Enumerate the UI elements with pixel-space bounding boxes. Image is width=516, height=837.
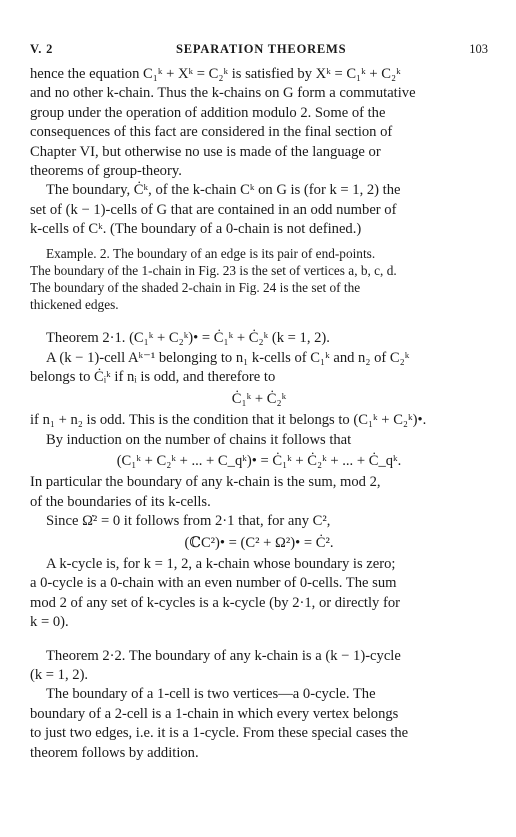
text-line: consequences of this fact are considered in the final section of [30, 124, 393, 141]
text-line: By induction on the number of chains it follows that [46, 431, 352, 448]
running-header [30, 42, 488, 57]
text-line: (k = 1, 2). [30, 666, 89, 683]
text-line: k = 0). [30, 614, 69, 631]
text-line: to just two edges, i.e. it is a 1-cycle. From these special cases the [30, 725, 409, 742]
text-line: a 0-cycle is a 0-chain with an even number of 0-cells. The sum [30, 575, 397, 592]
theorem-statement: Theorem 2·1. (C₁ᵏ + C₂ᵏ)• = Ċ₁ᵏ + Ċ₂ᵏ (k = 1, 2). [46, 330, 330, 347]
text-line: boundary of a 2-cell is a 1-chain in which every vertex belongs [30, 705, 399, 722]
text-line: mod 2 of any set of k-cycles is a k-cycle (by 2·1, or directly for [30, 594, 400, 611]
page-body [30, 65, 488, 763]
text-line: k-cells of Cᵏ. (The boundary of a 0-chain is not defined.) [30, 221, 362, 238]
example-line: The boundary of the shaded 2-chain in Fig. 24 is the set of the [30, 280, 361, 296]
display-equation: (ℂC²)• = (C² + Ω²)• = Ċ². [184, 534, 334, 551]
running-title: SEPARATION THEOREMS [175, 42, 347, 56]
example-line: The boundary of the 1-chain in Fig. 23 is the set of vertices a, b, c, d. [30, 262, 397, 278]
text-line: The boundary, Ċᵏ, of the k-chain Cᵏ on G is (for k = 1, 2) the [46, 182, 401, 199]
text-line: The boundary of a 1-cell is two vertices—a 0-cycle. The [46, 686, 376, 703]
text-line: Chapter VI, but otherwise no use is made of the language or [30, 143, 381, 160]
text-line: and no other k-chain. Thus the k-chains on G form a commutative [30, 85, 416, 102]
display-equation: (C₁ᵏ + C₂ᵏ + ... + C_qᵏ)• = Ċ₁ᵏ + Ċ₂ᵏ + ... + Ċ_qᵏ. [116, 452, 402, 469]
text-line: A k-cycle is, for k = 1, 2, a k-chain whose boundary is zero; [46, 555, 396, 572]
display-equation: Ċ₁ᵏ + Ċ₂ᵏ [231, 390, 287, 407]
theorem-statement: Theorem 2·2. The boundary of any k-chain is a (k − 1)-cycle [46, 647, 401, 664]
text-line: of the boundaries of its k-cells. [30, 493, 211, 510]
text-line: In particular the boundary of any k-chain is the sum, mod 2, [30, 474, 381, 491]
example-line: thickened edges. [30, 297, 119, 313]
text-line: Since Ω̇² = 0 it follows from 2·1 that, for any C², [46, 513, 331, 530]
chapter-marker: V. 2 [30, 42, 54, 56]
example-line: Example. 2. The boundary of an edge is its pair of end-points. [46, 245, 376, 261]
text-line: hence the equation C₁ᵏ + Xᵏ = C₂ᵏ is satisfied by Xᵏ = C₁ᵏ + C₂ᵏ [30, 66, 401, 82]
text-line: belongs to Ċᵢᵏ if nᵢ is odd, and therefore to [30, 369, 276, 386]
text-line: set of (k − 1)-cells of G that are contained in an odd number of [30, 201, 397, 218]
text-line: if n₁ + n₂ is odd. This is the condition that it belongs to (C₁ᵏ + C₂ᵏ)•. [30, 412, 427, 429]
example-block [30, 245, 488, 314]
text-line: theorem follows by addition. [30, 744, 199, 761]
page-number: 103 [469, 42, 488, 56]
text-line: A (k − 1)-cell Aᵏ⁻¹ belonging to n₁ k-cells of C₁ᵏ and n₂ of C₂ᵏ [46, 349, 410, 366]
text-line: group under the operation of addition modulo 2. Some of the [30, 104, 386, 121]
text-line: theorems of group-theory. [30, 163, 182, 180]
